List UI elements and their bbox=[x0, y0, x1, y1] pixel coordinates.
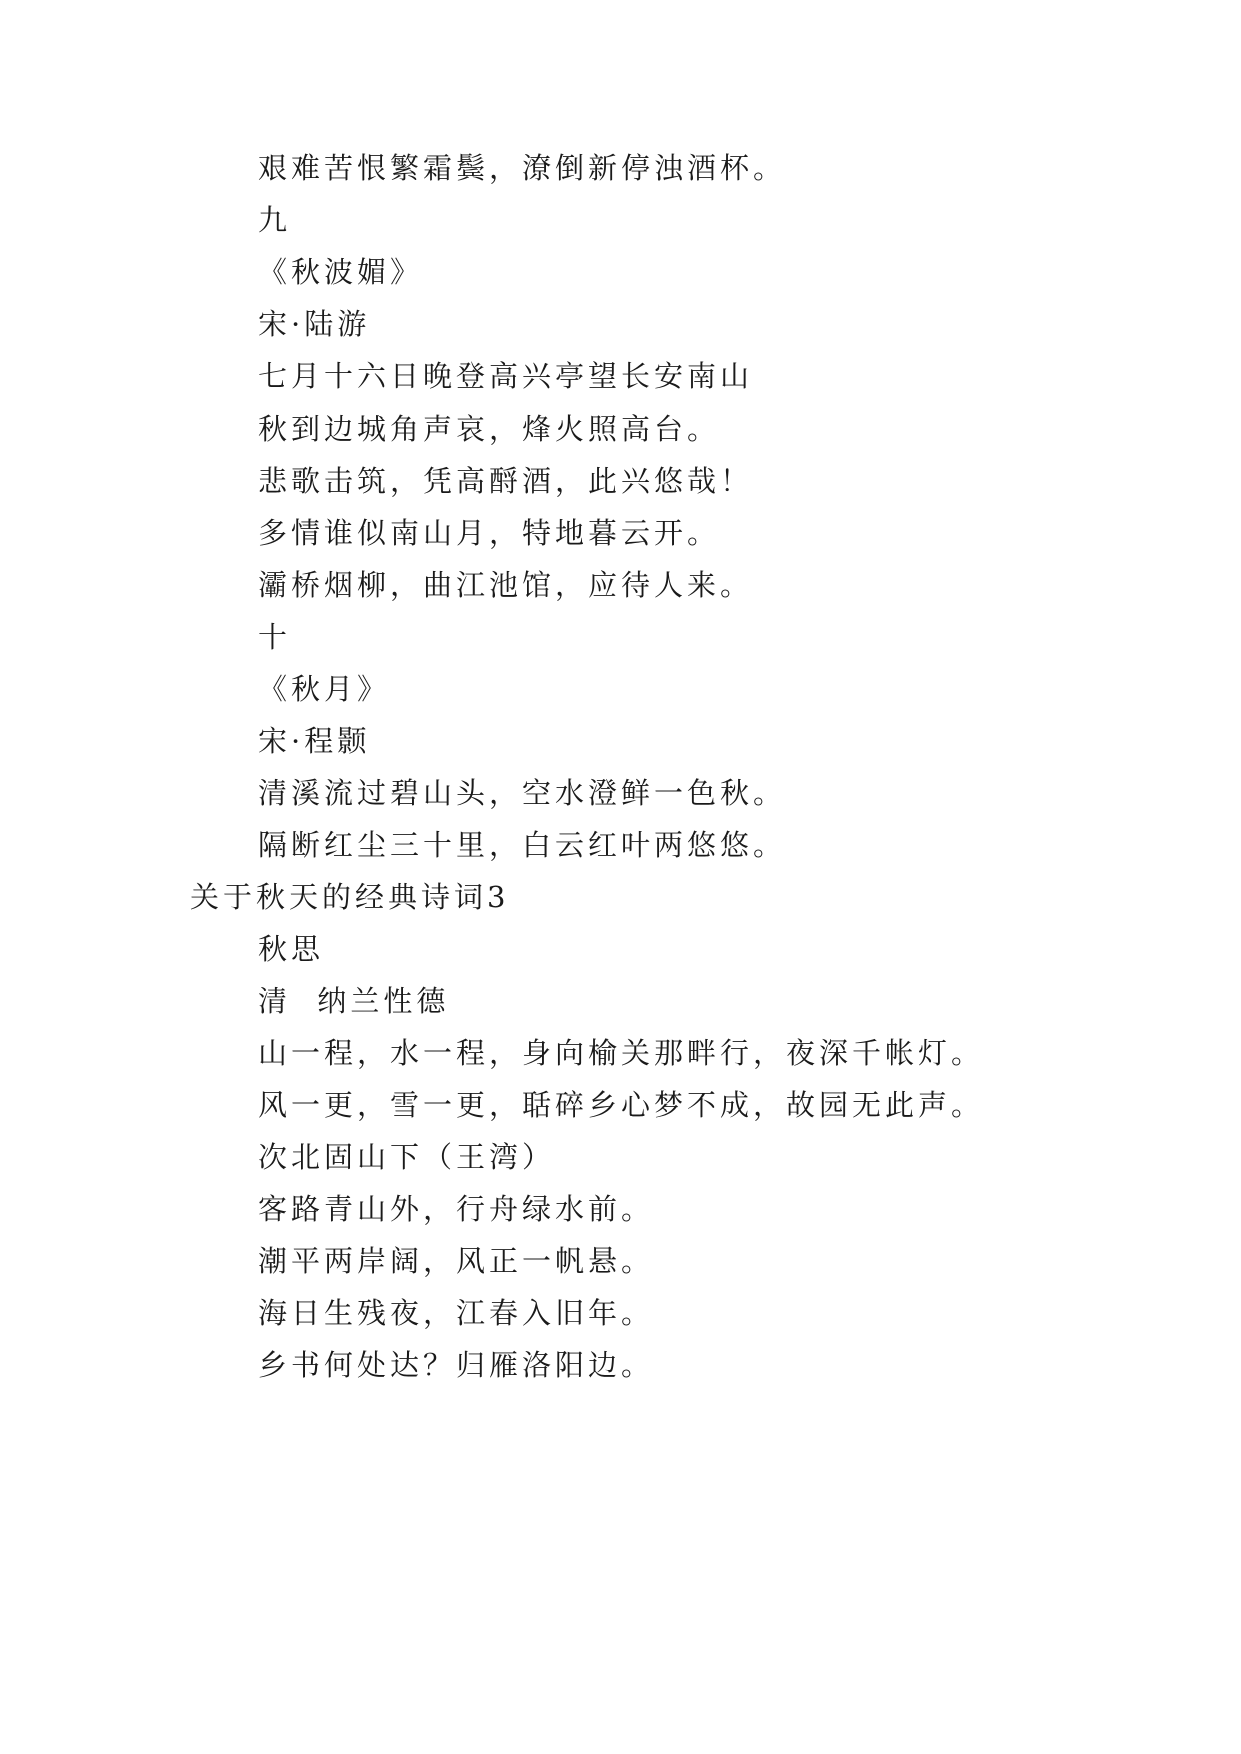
poem-line: 潮平两岸阔，风正一帆悬。 bbox=[258, 1244, 655, 1278]
poem-line: 乡书何处达？归雁洛阳边。 bbox=[258, 1348, 655, 1382]
poem-line: 风一更，雪一更，聒碎乡心梦不成，故园无此声。 bbox=[258, 1088, 985, 1122]
poem-line: 灞桥烟柳，曲江池馆，应待人来。 bbox=[258, 568, 754, 602]
poem-line: 客路青山外，行舟绿水前。 bbox=[258, 1192, 655, 1226]
poem-title: 《秋波媚》 bbox=[258, 255, 424, 289]
poem-title: 秋思 bbox=[258, 932, 325, 966]
poem-title: 次北固山下（王湾） bbox=[258, 1140, 556, 1174]
poem-line: 海日生残夜，江春入旧年。 bbox=[258, 1296, 655, 1330]
poem-line: 清溪流过碧山头，空水澄鲜一色秋。 bbox=[258, 776, 787, 810]
poem-line: 多情谁似南山月，特地暮云开。 bbox=[258, 516, 721, 550]
poem-line: 秋到边城角声哀，烽火照高台。 bbox=[258, 412, 721, 446]
poem-line: 悲歌击筑，凭高酹酒，此兴悠哉！ bbox=[258, 464, 754, 498]
poem-line: 隔断红尘三十里，白云红叶两悠悠。 bbox=[258, 828, 787, 862]
poem-author: 宋·陆游 bbox=[258, 307, 371, 341]
poem-line: 艰难苦恨繁霜鬓，潦倒新停浊酒杯。 bbox=[258, 151, 787, 185]
poem-author: 宋·程颢 bbox=[258, 724, 371, 758]
poem-author: 清 纳兰性德 bbox=[258, 984, 450, 1018]
poem-subtitle: 七月十六日晚登高兴亭望长安南山 bbox=[258, 359, 754, 393]
section-number: 九 bbox=[258, 203, 292, 237]
section-heading: 关于秋天的经典诗词3 bbox=[190, 880, 510, 914]
section-number: 十 bbox=[258, 620, 292, 654]
poem-line: 山一程，水一程，身向榆关那畔行，夜深千帐灯。 bbox=[258, 1036, 985, 1070]
poem-title: 《秋月》 bbox=[258, 672, 391, 706]
